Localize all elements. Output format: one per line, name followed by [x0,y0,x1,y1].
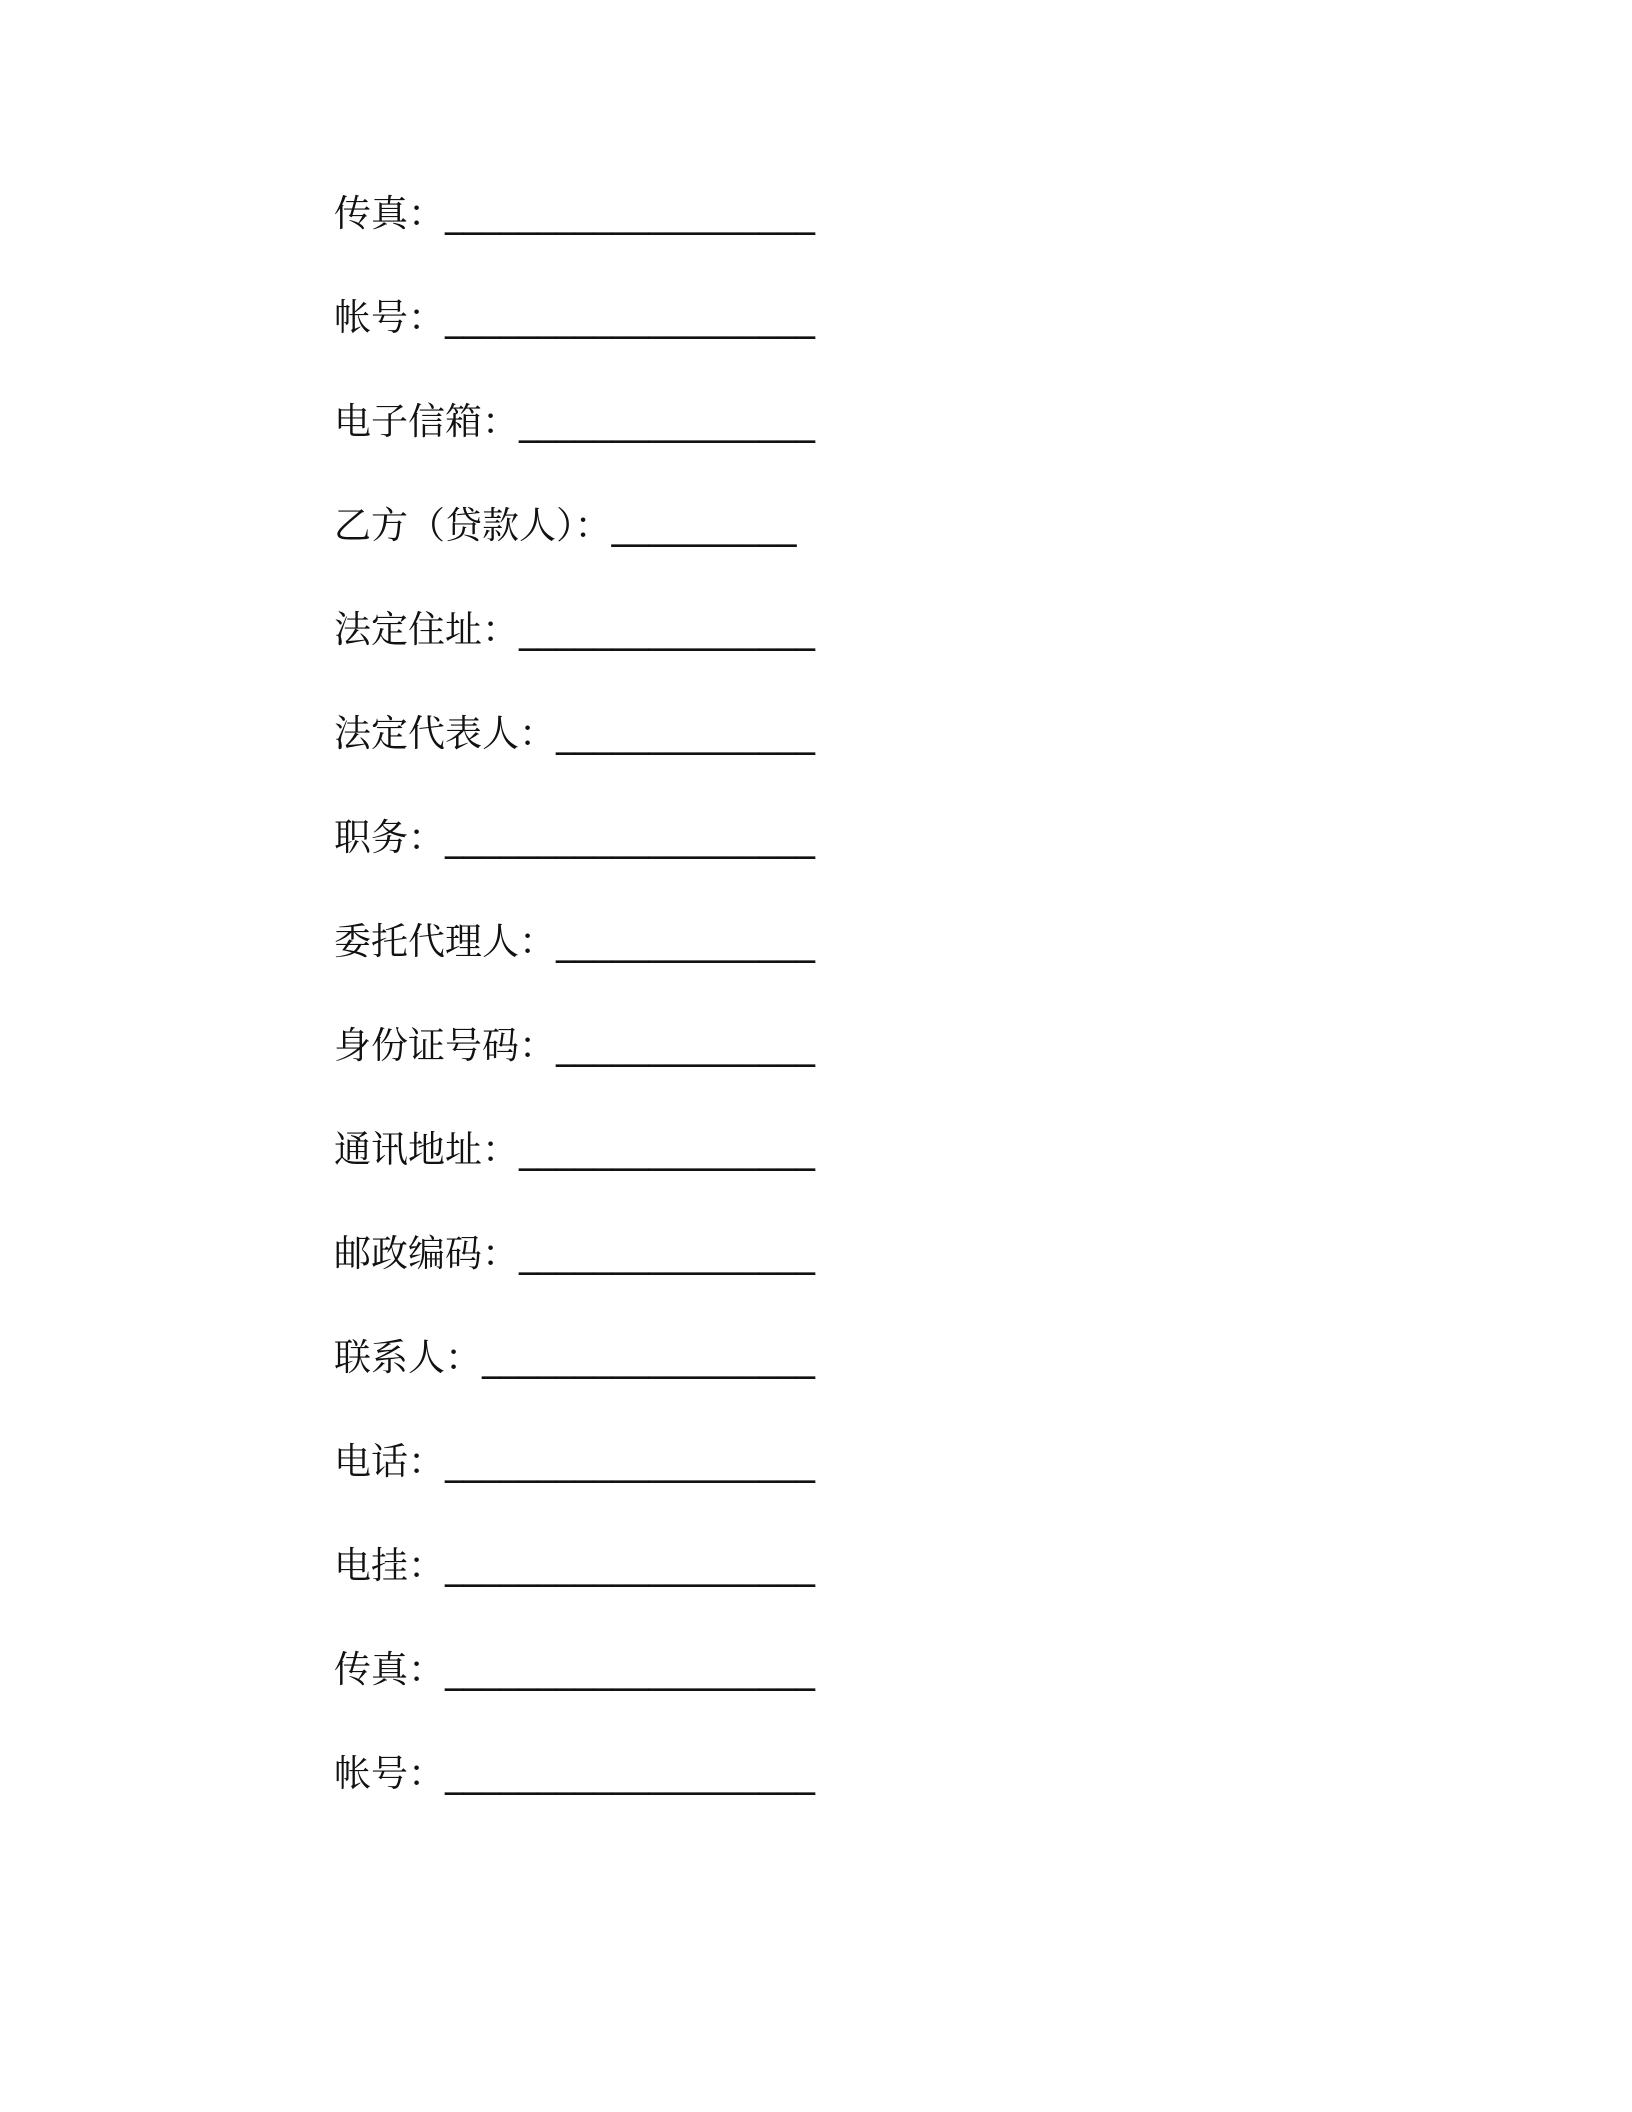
field-blank-line: ____________________ [445,192,815,235]
field-label: 通讯地址： [334,1128,519,1171]
authorized-agent-field [334,914,1334,1018]
telegraph-field [334,1538,1334,1642]
field-label: 帐号： [334,296,445,339]
id-number-field [334,1018,1334,1122]
field-blank-line: ____________________ [445,1752,815,1795]
field-label: 邮政编码： [334,1232,519,1275]
field-label: 电子信箱： [334,400,519,443]
field-blank-line: ____________________ [445,1544,815,1587]
mailing-address-field [334,1122,1334,1226]
field-blank-line: __________________ [482,1336,815,1379]
field-label: 电话： [334,1440,445,1483]
field-label: 身份证号码： [334,1024,556,1067]
field-label: 乙方（贷款人）： [334,504,612,547]
account-field-2 [334,1746,1334,1850]
fax-field-2 [334,1642,1334,1746]
field-blank-line: ____________________ [445,1648,815,1691]
contact-person-field [334,1330,1334,1434]
field-label: 法定代表人： [334,712,556,755]
field-blank-line: ________________ [519,1128,815,1171]
field-label: 电挂： [334,1544,445,1587]
field-blank-line: ________________ [519,1232,815,1275]
account-field [334,290,1334,394]
field-blank-line: ________________ [519,400,815,443]
field-label: 联系人： [334,1336,482,1379]
position-field [334,810,1334,914]
field-blank-line: ____________________ [445,296,815,339]
field-blank-line: __________ [611,504,797,547]
form-field-list [334,186,1334,1850]
field-label: 帐号： [334,1752,445,1795]
field-blank-line: ______________ [556,920,815,963]
field-blank-line: ______________ [556,712,815,755]
field-label: 法定住址： [334,608,519,651]
email-field [334,394,1334,498]
field-blank-line: ____________________ [445,1440,815,1483]
legal-representative-field [334,706,1334,810]
legal-address-field [334,602,1334,706]
field-blank-line: ____________________ [445,816,815,859]
party-b-lender-field [334,498,1334,602]
field-label: 职务： [334,816,445,859]
postal-code-field [334,1226,1334,1330]
field-label: 传真： [334,1648,445,1691]
field-label: 传真： [334,192,445,235]
field-blank-line: ________________ [519,608,815,651]
fax-field [334,186,1334,290]
field-label: 委托代理人： [334,920,556,963]
telephone-field [334,1434,1334,1538]
field-blank-line: ______________ [556,1024,815,1067]
